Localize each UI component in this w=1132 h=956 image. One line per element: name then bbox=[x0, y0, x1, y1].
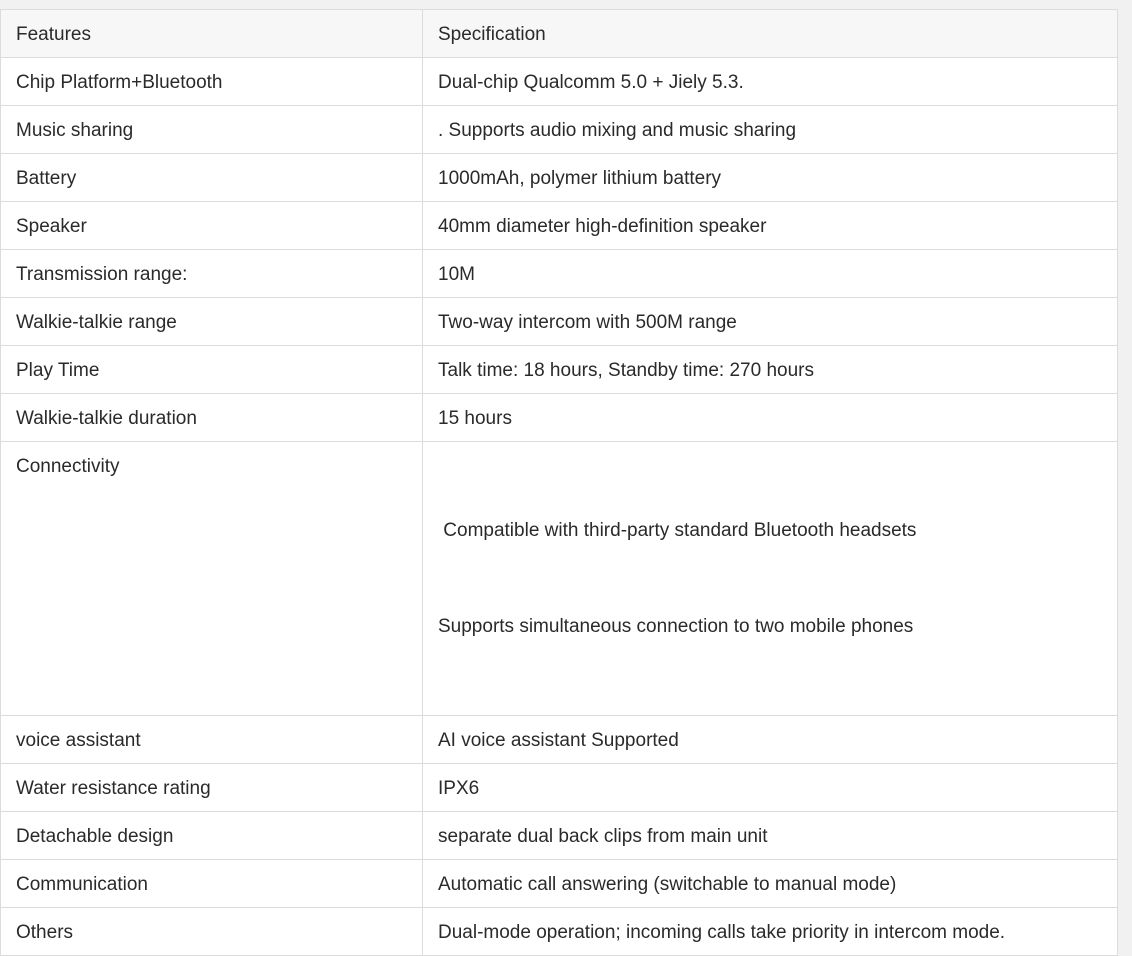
feature-cell: Play Time bbox=[1, 346, 423, 394]
feature-cell: Transmission range: bbox=[1, 250, 423, 298]
table-row bbox=[1, 442, 1118, 716]
table-row bbox=[1, 298, 1118, 346]
feature-cell: Walkie-talkie range bbox=[1, 298, 423, 346]
spec-line: Supports simultaneous connection to two mobile phones bbox=[438, 616, 914, 637]
feature-cell: Connectivity bbox=[1, 442, 423, 716]
header-specification: Specification bbox=[423, 10, 1118, 58]
spec-cell: separate dual back clips from main unit bbox=[423, 812, 1118, 860]
spec-cell: IPX6 bbox=[423, 764, 1118, 812]
table-row bbox=[1, 58, 1118, 106]
spec-cell: Dual-mode operation; incoming calls take priority in intercom mode. bbox=[423, 908, 1118, 956]
table-row bbox=[1, 716, 1118, 764]
table-row bbox=[1, 908, 1118, 956]
feature-cell: Chip Platform+Bluetooth bbox=[1, 58, 423, 106]
spec-cell: Automatic call answering (switchable to manual mode) bbox=[423, 860, 1118, 908]
header-features: Features bbox=[1, 10, 423, 58]
feature-cell: Water resistance rating bbox=[1, 764, 423, 812]
table-row bbox=[1, 106, 1118, 154]
spec-cell: 10M bbox=[423, 250, 1118, 298]
specification-table bbox=[0, 9, 1118, 956]
feature-cell: voice assistant bbox=[1, 716, 423, 764]
table-row bbox=[1, 860, 1118, 908]
spec-cell: 40mm diameter high-definition speaker bbox=[423, 202, 1118, 250]
feature-cell: Battery bbox=[1, 154, 423, 202]
table-row bbox=[1, 250, 1118, 298]
table-row bbox=[1, 394, 1118, 442]
spec-cell: Two-way intercom with 500M range bbox=[423, 298, 1118, 346]
table-row bbox=[1, 764, 1118, 812]
spec-cell: . Supports audio mixing and music sharing bbox=[423, 106, 1118, 154]
spec-cell: Dual-chip Qualcomm 5.0 + Jiely 5.3. bbox=[423, 58, 1118, 106]
table-row bbox=[1, 346, 1118, 394]
spec-cell: AI voice assistant Supported bbox=[423, 716, 1118, 764]
table-row bbox=[1, 154, 1118, 202]
feature-cell: Music sharing bbox=[1, 106, 423, 154]
spec-line: Compatible with third-party standard Bluetooth headsets bbox=[438, 520, 917, 541]
table-row bbox=[1, 812, 1118, 860]
spec-cell bbox=[423, 442, 1118, 716]
spec-cell: Talk time: 18 hours, Standby time: 270 hours bbox=[423, 346, 1118, 394]
spec-cell: 15 hours bbox=[423, 394, 1118, 442]
table-row bbox=[1, 202, 1118, 250]
table-header-row bbox=[1, 10, 1118, 58]
feature-cell: Walkie-talkie duration bbox=[1, 394, 423, 442]
feature-cell: Detachable design bbox=[1, 812, 423, 860]
feature-cell: Speaker bbox=[1, 202, 423, 250]
spec-cell: 1000mAh, polymer lithium battery bbox=[423, 154, 1118, 202]
feature-cell: Others bbox=[1, 908, 423, 956]
feature-cell: Communication bbox=[1, 860, 423, 908]
